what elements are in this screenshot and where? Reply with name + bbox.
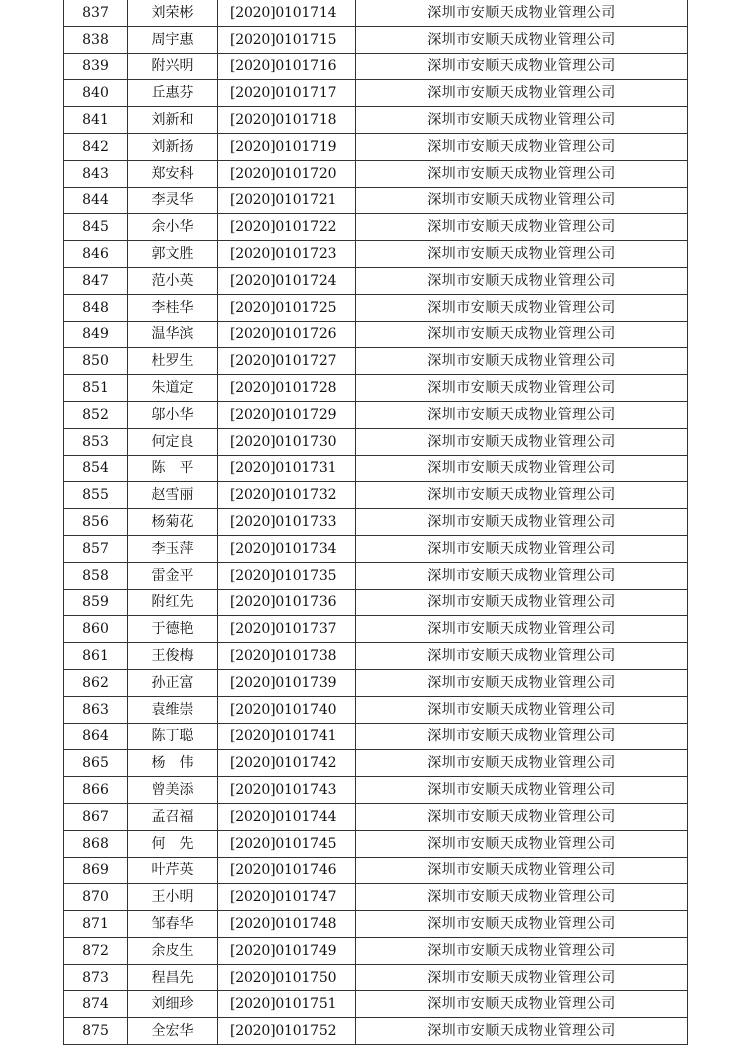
certificate-number: [2020]0101724 bbox=[218, 267, 356, 294]
company-name: 深圳市安顺天成物业管理公司 bbox=[356, 80, 688, 107]
person-name: 叶芹英 bbox=[128, 857, 218, 884]
certificate-number: [2020]0101737 bbox=[218, 616, 356, 643]
company-name: 深圳市安顺天成物业管理公司 bbox=[356, 991, 688, 1018]
person-name: 附兴明 bbox=[128, 53, 218, 80]
certificate-number: [2020]0101746 bbox=[218, 857, 356, 884]
row-number: 838 bbox=[64, 26, 128, 53]
company-name: 深圳市安顺天成物业管理公司 bbox=[356, 562, 688, 589]
certificate-number: [2020]0101714 bbox=[218, 0, 356, 26]
table-row bbox=[64, 160, 688, 187]
certificate-number: [2020]0101726 bbox=[218, 321, 356, 348]
row-number: 868 bbox=[64, 830, 128, 857]
person-name: 丘惠芬 bbox=[128, 80, 218, 107]
row-number: 849 bbox=[64, 321, 128, 348]
certificate-number: [2020]0101745 bbox=[218, 830, 356, 857]
table-row bbox=[64, 80, 688, 107]
person-name: 刘新和 bbox=[128, 107, 218, 134]
certificate-number: [2020]0101719 bbox=[218, 133, 356, 160]
row-number: 851 bbox=[64, 375, 128, 402]
person-name: 雷金平 bbox=[128, 562, 218, 589]
certificate-number: [2020]0101741 bbox=[218, 723, 356, 750]
company-name: 深圳市安顺天成物业管理公司 bbox=[356, 321, 688, 348]
company-name: 深圳市安顺天成物业管理公司 bbox=[356, 401, 688, 428]
table-row bbox=[64, 133, 688, 160]
certificate-number: [2020]0101725 bbox=[218, 294, 356, 321]
company-name: 深圳市安顺天成物业管理公司 bbox=[356, 187, 688, 214]
row-number: 840 bbox=[64, 80, 128, 107]
table-row bbox=[64, 428, 688, 455]
person-name: 李玉萍 bbox=[128, 535, 218, 562]
person-name: 王俊梅 bbox=[128, 643, 218, 670]
person-name: 何 先 bbox=[128, 830, 218, 857]
certificate-number: [2020]0101722 bbox=[218, 214, 356, 241]
table-row bbox=[64, 1018, 688, 1045]
certificate-table bbox=[63, 0, 688, 1045]
table-row bbox=[64, 937, 688, 964]
row-number: 863 bbox=[64, 696, 128, 723]
person-name: 全宏华 bbox=[128, 1018, 218, 1045]
company-name: 深圳市安顺天成物业管理公司 bbox=[356, 214, 688, 241]
table-row bbox=[64, 696, 688, 723]
table-row bbox=[64, 294, 688, 321]
table-row bbox=[64, 777, 688, 804]
company-name: 深圳市安顺天成物业管理公司 bbox=[356, 535, 688, 562]
certificate-table-body bbox=[64, 0, 688, 1045]
certificate-number: [2020]0101718 bbox=[218, 107, 356, 134]
table-row bbox=[64, 616, 688, 643]
table-row bbox=[64, 375, 688, 402]
company-name: 深圳市安顺天成物业管理公司 bbox=[356, 669, 688, 696]
company-name: 深圳市安顺天成物业管理公司 bbox=[356, 884, 688, 911]
company-name: 深圳市安顺天成物业管理公司 bbox=[356, 375, 688, 402]
certificate-number: [2020]0101728 bbox=[218, 375, 356, 402]
row-number: 869 bbox=[64, 857, 128, 884]
company-name: 深圳市安顺天成物业管理公司 bbox=[356, 160, 688, 187]
table-row bbox=[64, 669, 688, 696]
company-name: 深圳市安顺天成物业管理公司 bbox=[356, 294, 688, 321]
company-name: 深圳市安顺天成物业管理公司 bbox=[356, 696, 688, 723]
table-row bbox=[64, 964, 688, 991]
company-name: 深圳市安顺天成物业管理公司 bbox=[356, 911, 688, 938]
table-row bbox=[64, 803, 688, 830]
certificate-number: [2020]0101717 bbox=[218, 80, 356, 107]
table-row bbox=[64, 107, 688, 134]
company-name: 深圳市安顺天成物业管理公司 bbox=[356, 830, 688, 857]
certificate-number: [2020]0101750 bbox=[218, 964, 356, 991]
row-number: 860 bbox=[64, 616, 128, 643]
company-name: 深圳市安顺天成物业管理公司 bbox=[356, 1018, 688, 1045]
row-number: 850 bbox=[64, 348, 128, 375]
table-row bbox=[64, 0, 688, 26]
company-name: 深圳市安顺天成物业管理公司 bbox=[356, 455, 688, 482]
table-row bbox=[64, 857, 688, 884]
person-name: 余小华 bbox=[128, 214, 218, 241]
table-row bbox=[64, 455, 688, 482]
table-row bbox=[64, 562, 688, 589]
certificate-number: [2020]0101749 bbox=[218, 937, 356, 964]
certificate-number: [2020]0101715 bbox=[218, 26, 356, 53]
row-number: 857 bbox=[64, 535, 128, 562]
company-name: 深圳市安顺天成物业管理公司 bbox=[356, 803, 688, 830]
row-number: 841 bbox=[64, 107, 128, 134]
row-number: 864 bbox=[64, 723, 128, 750]
table-row bbox=[64, 214, 688, 241]
table-row bbox=[64, 401, 688, 428]
table-row bbox=[64, 53, 688, 80]
certificate-number: [2020]0101743 bbox=[218, 777, 356, 804]
company-name: 深圳市安顺天成物业管理公司 bbox=[356, 53, 688, 80]
person-name: 郑安科 bbox=[128, 160, 218, 187]
table-row bbox=[64, 830, 688, 857]
company-name: 深圳市安顺天成物业管理公司 bbox=[356, 428, 688, 455]
certificate-number: [2020]0101721 bbox=[218, 187, 356, 214]
person-name: 曾美添 bbox=[128, 777, 218, 804]
table-row bbox=[64, 911, 688, 938]
certificate-number: [2020]0101740 bbox=[218, 696, 356, 723]
person-name: 陈丁聪 bbox=[128, 723, 218, 750]
certificate-number: [2020]0101752 bbox=[218, 1018, 356, 1045]
table-row bbox=[64, 241, 688, 268]
row-number: 843 bbox=[64, 160, 128, 187]
row-number: 854 bbox=[64, 455, 128, 482]
row-number: 842 bbox=[64, 133, 128, 160]
person-name: 陈 平 bbox=[128, 455, 218, 482]
person-name: 孙正富 bbox=[128, 669, 218, 696]
certificate-number: [2020]0101727 bbox=[218, 348, 356, 375]
certificate-number: [2020]0101716 bbox=[218, 53, 356, 80]
row-number: 852 bbox=[64, 401, 128, 428]
person-name: 何定良 bbox=[128, 428, 218, 455]
certificate-number: [2020]0101751 bbox=[218, 991, 356, 1018]
table-row bbox=[64, 267, 688, 294]
company-name: 深圳市安顺天成物业管理公司 bbox=[356, 509, 688, 536]
company-name: 深圳市安顺天成物业管理公司 bbox=[356, 777, 688, 804]
row-number: 845 bbox=[64, 214, 128, 241]
company-name: 深圳市安顺天成物业管理公司 bbox=[356, 133, 688, 160]
person-name: 郭文胜 bbox=[128, 241, 218, 268]
row-number: 848 bbox=[64, 294, 128, 321]
certificate-number: [2020]0101731 bbox=[218, 455, 356, 482]
person-name: 邹春华 bbox=[128, 911, 218, 938]
person-name: 周宇惠 bbox=[128, 26, 218, 53]
row-number: 856 bbox=[64, 509, 128, 536]
company-name: 深圳市安顺天成物业管理公司 bbox=[356, 107, 688, 134]
company-name: 深圳市安顺天成物业管理公司 bbox=[356, 0, 688, 26]
table-row bbox=[64, 991, 688, 1018]
row-number: 873 bbox=[64, 964, 128, 991]
person-name: 附红先 bbox=[128, 589, 218, 616]
company-name: 深圳市安顺天成物业管理公司 bbox=[356, 723, 688, 750]
person-name: 刘荣彬 bbox=[128, 0, 218, 26]
person-name: 范小英 bbox=[128, 267, 218, 294]
company-name: 深圳市安顺天成物业管理公司 bbox=[356, 643, 688, 670]
company-name: 深圳市安顺天成物业管理公司 bbox=[356, 750, 688, 777]
row-number: 866 bbox=[64, 777, 128, 804]
table-row bbox=[64, 535, 688, 562]
row-number: 846 bbox=[64, 241, 128, 268]
company-name: 深圳市安顺天成物业管理公司 bbox=[356, 589, 688, 616]
person-name: 刘细珍 bbox=[128, 991, 218, 1018]
table-row bbox=[64, 509, 688, 536]
table-row bbox=[64, 723, 688, 750]
person-name: 朱道定 bbox=[128, 375, 218, 402]
person-name: 李灵华 bbox=[128, 187, 218, 214]
person-name: 赵雪丽 bbox=[128, 482, 218, 509]
person-name: 邬小华 bbox=[128, 401, 218, 428]
company-name: 深圳市安顺天成物业管理公司 bbox=[356, 348, 688, 375]
table-row bbox=[64, 482, 688, 509]
certificate-number: [2020]0101729 bbox=[218, 401, 356, 428]
row-number: 859 bbox=[64, 589, 128, 616]
company-name: 深圳市安顺天成物业管理公司 bbox=[356, 857, 688, 884]
table-row bbox=[64, 348, 688, 375]
certificate-number: [2020]0101739 bbox=[218, 669, 356, 696]
row-number: 853 bbox=[64, 428, 128, 455]
person-name: 杨 伟 bbox=[128, 750, 218, 777]
table-row bbox=[64, 187, 688, 214]
row-number: 858 bbox=[64, 562, 128, 589]
certificate-number: [2020]0101732 bbox=[218, 482, 356, 509]
certificate-number: [2020]0101733 bbox=[218, 509, 356, 536]
company-name: 深圳市安顺天成物业管理公司 bbox=[356, 241, 688, 268]
table-row bbox=[64, 26, 688, 53]
company-name: 深圳市安顺天成物业管理公司 bbox=[356, 482, 688, 509]
company-name: 深圳市安顺天成物业管理公司 bbox=[356, 937, 688, 964]
row-number: 870 bbox=[64, 884, 128, 911]
person-name: 程昌先 bbox=[128, 964, 218, 991]
table-row bbox=[64, 589, 688, 616]
certificate-number: [2020]0101730 bbox=[218, 428, 356, 455]
person-name: 杜罗生 bbox=[128, 348, 218, 375]
row-number: 861 bbox=[64, 643, 128, 670]
person-name: 刘新扬 bbox=[128, 133, 218, 160]
certificate-number: [2020]0101735 bbox=[218, 562, 356, 589]
row-number: 837 bbox=[64, 0, 128, 26]
row-number: 855 bbox=[64, 482, 128, 509]
certificate-number: [2020]0101734 bbox=[218, 535, 356, 562]
person-name: 王小明 bbox=[128, 884, 218, 911]
table-row bbox=[64, 643, 688, 670]
certificate-number: [2020]0101723 bbox=[218, 241, 356, 268]
row-number: 862 bbox=[64, 669, 128, 696]
person-name: 孟召福 bbox=[128, 803, 218, 830]
person-name: 余皮生 bbox=[128, 937, 218, 964]
person-name: 温华滨 bbox=[128, 321, 218, 348]
company-name: 深圳市安顺天成物业管理公司 bbox=[356, 26, 688, 53]
certificate-number: [2020]0101738 bbox=[218, 643, 356, 670]
certificate-number: [2020]0101748 bbox=[218, 911, 356, 938]
row-number: 839 bbox=[64, 53, 128, 80]
person-name: 李桂华 bbox=[128, 294, 218, 321]
row-number: 871 bbox=[64, 911, 128, 938]
certificate-number: [2020]0101747 bbox=[218, 884, 356, 911]
certificate-number: [2020]0101742 bbox=[218, 750, 356, 777]
person-name: 于德艳 bbox=[128, 616, 218, 643]
row-number: 847 bbox=[64, 267, 128, 294]
row-number: 865 bbox=[64, 750, 128, 777]
certificate-number: [2020]0101736 bbox=[218, 589, 356, 616]
person-name: 袁维崇 bbox=[128, 696, 218, 723]
row-number: 867 bbox=[64, 803, 128, 830]
row-number: 872 bbox=[64, 937, 128, 964]
certificate-number: [2020]0101744 bbox=[218, 803, 356, 830]
company-name: 深圳市安顺天成物业管理公司 bbox=[356, 267, 688, 294]
row-number: 875 bbox=[64, 1018, 128, 1045]
company-name: 深圳市安顺天成物业管理公司 bbox=[356, 964, 688, 991]
table-row bbox=[64, 884, 688, 911]
row-number: 844 bbox=[64, 187, 128, 214]
row-number: 874 bbox=[64, 991, 128, 1018]
table-row bbox=[64, 750, 688, 777]
person-name: 杨菊花 bbox=[128, 509, 218, 536]
table-row bbox=[64, 321, 688, 348]
certificate-number: [2020]0101720 bbox=[218, 160, 356, 187]
company-name: 深圳市安顺天成物业管理公司 bbox=[356, 616, 688, 643]
